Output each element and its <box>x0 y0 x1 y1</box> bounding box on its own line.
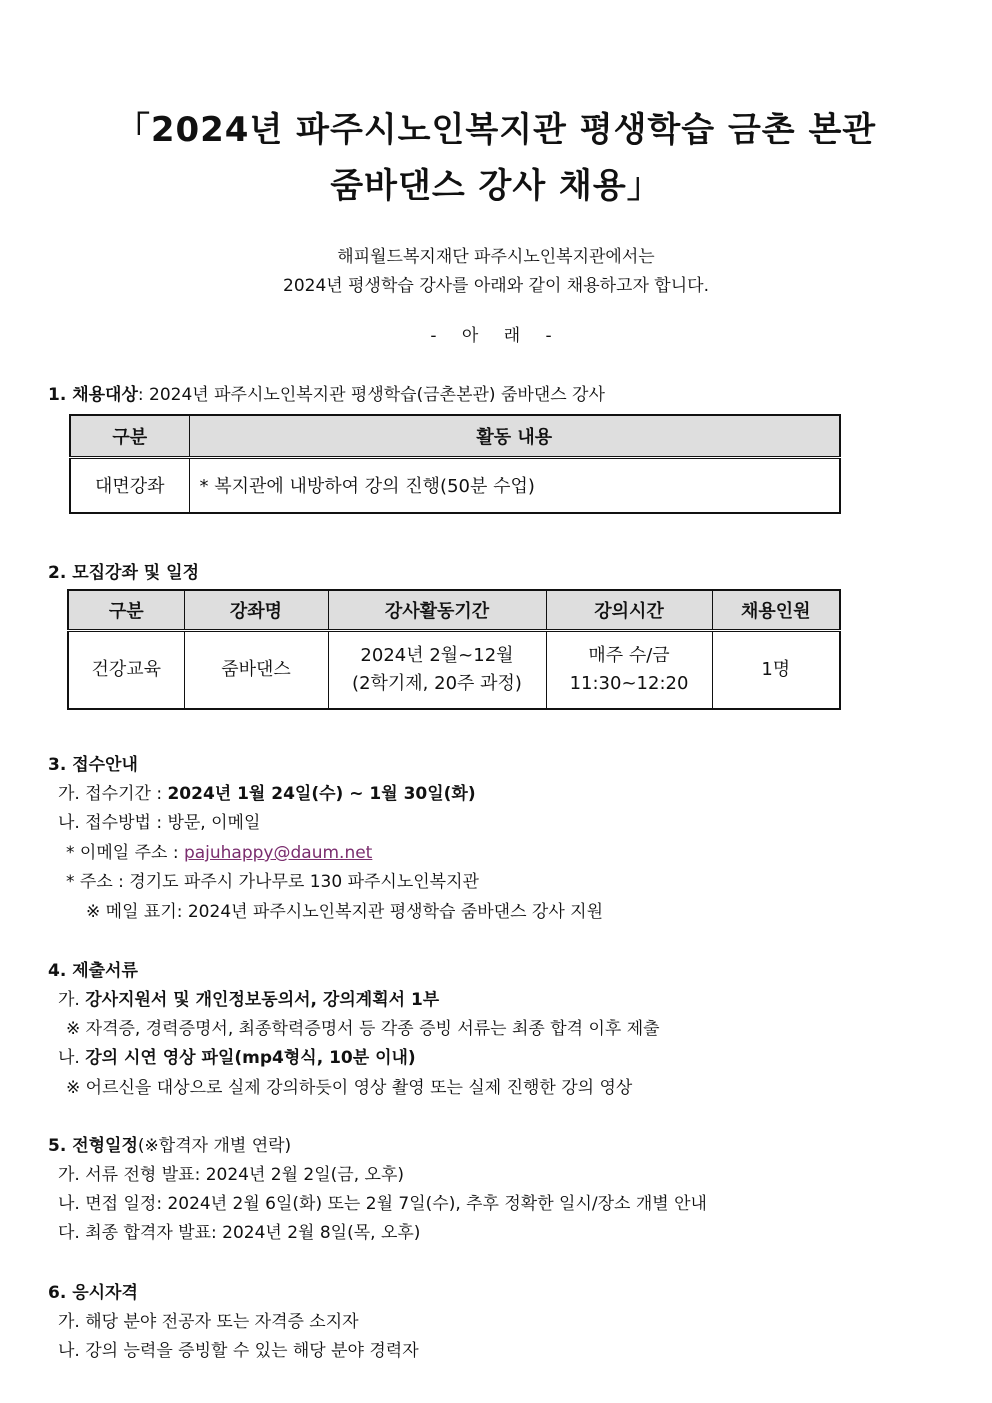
section3-address: * 주소 : 경기도 파주시 가나무로 130 파주시노인복지관 <box>66 872 479 892</box>
section2-heading: 2. 모집강좌 및 일정 <box>48 563 199 583</box>
target-table-cell-activity: * 복지관에 내방하여 강의 진행(50분 수업) <box>189 457 840 513</box>
schedule-cell-time <box>546 630 712 709</box>
schedule-header-course: 강좌명 <box>184 590 328 630</box>
section4-item-a-value: 강사지원서 및 개인정보동의서, 강의계획서 1부 <box>85 990 440 1010</box>
section5-item-c: 다. 최종 합격자 발표: 2024년 2월 8일(목, 오후) <box>58 1223 421 1243</box>
section1-text: : 2024년 파주시노인복지관 평생학습(금촌본관) 줌바댄스 강사 <box>137 385 605 405</box>
section4-item-a-note: ※ 자격증, 경력증명서, 최종학력증명서 등 각종 증빙 서류는 최종 합격 이후 제출 <box>66 1019 660 1039</box>
section3-period-label: 가. 접수기간 : <box>58 784 168 804</box>
section3-method: 나. 접수방법 : 방문, 이메일 <box>58 813 261 833</box>
target-table-header-activity: 활동 내용 <box>189 415 840 457</box>
schedule-cell-period <box>328 630 546 709</box>
schedule-header-period: 강사활동기간 <box>328 590 546 630</box>
section4-item-b-value: 강의 시연 영상 파일(mp4형식, 10분 이내) <box>85 1048 416 1068</box>
section3-heading: 3. 접수안내 <box>48 755 138 775</box>
section6-item-a: 가. 해당 분야 전공자 또는 자격증 소지자 <box>58 1312 359 1332</box>
section5-heading-line <box>48 1131 291 1156</box>
schedule-cell-count: 1명 <box>712 630 840 709</box>
schedule-cell-course: 줌바댄스 <box>184 630 328 709</box>
section1-line <box>48 380 605 405</box>
section6-heading: 6. 응시자격 <box>48 1283 138 1303</box>
section5-item-a: 가. 서류 전형 발표: 2024년 2월 2일(금, 오후) <box>58 1165 405 1185</box>
schedule-time-line1: 매주 수/금 <box>588 644 670 666</box>
page-title-line2: 줌바댄스 강사 채용」 <box>330 166 662 206</box>
section4-item-b-note: ※ 어르신을 대상으로 실제 강의하듯이 영상 촬영 또는 실제 진행한 강의 영상 <box>66 1078 633 1098</box>
section3-mail-note: ※ 메일 표기: 2024년 파주시노인복지관 평생학습 줌바댄스 강사 지원 <box>86 902 604 922</box>
email-link[interactable]: pajuhappy@daum.net <box>183 843 373 863</box>
section-marker: - 아 래 - <box>430 326 562 346</box>
target-table-cell-category: 대면강좌 <box>70 457 189 513</box>
section4-item-b <box>58 1043 416 1068</box>
section3-email <box>66 838 372 863</box>
schedule-table <box>67 589 841 710</box>
target-table <box>69 414 841 514</box>
section4-item-a-label: 가. <box>58 990 86 1010</box>
schedule-time-line2: 11:30~12:20 <box>569 672 689 694</box>
schedule-header-time: 강의시간 <box>546 590 712 630</box>
section6-item-b: 나. 강의 능력을 증빙할 수 있는 해당 분야 경력자 <box>58 1341 419 1361</box>
section5-heading-note: (※합격자 개별 연락) <box>137 1136 292 1156</box>
section1-heading: 1. 채용대상 <box>48 385 138 405</box>
intro-line1: 해피월드복지재단 파주시노인복지관에서는 <box>337 247 655 267</box>
section4-heading: 4. 제출서류 <box>48 961 138 981</box>
section4-item-b-label: 나. <box>58 1048 86 1068</box>
schedule-period-line1: 2024년 2월~12월 <box>360 644 514 666</box>
section4-item-a <box>58 985 439 1010</box>
intro-line2: 2024년 평생학습 강사를 아래와 같이 채용하고자 합니다. <box>283 276 709 296</box>
schedule-header-count: 채용인원 <box>712 590 840 630</box>
target-table-header-category: 구분 <box>70 415 189 457</box>
schedule-period-line2: (2학기제, 20주 과정) <box>352 672 522 694</box>
section3-email-label: * 이메일 주소 : <box>66 843 184 863</box>
section3-period-value: 2024년 1월 24일(수) ~ 1월 30일(화) <box>167 784 476 804</box>
schedule-cell-category: 건강교육 <box>68 630 184 709</box>
section5-heading: 5. 전형일정 <box>48 1136 138 1156</box>
section5-item-b: 나. 면접 일정: 2024년 2월 6일(화) 또는 2월 7일(수), 추후 정확한 일시/장소 개별 안내 <box>58 1194 707 1214</box>
section3-period <box>58 779 476 804</box>
schedule-header-category: 구분 <box>68 590 184 630</box>
page-title-line1: 「2024년 파주시노인복지관 평생학습 금촌 본관 <box>115 110 877 150</box>
